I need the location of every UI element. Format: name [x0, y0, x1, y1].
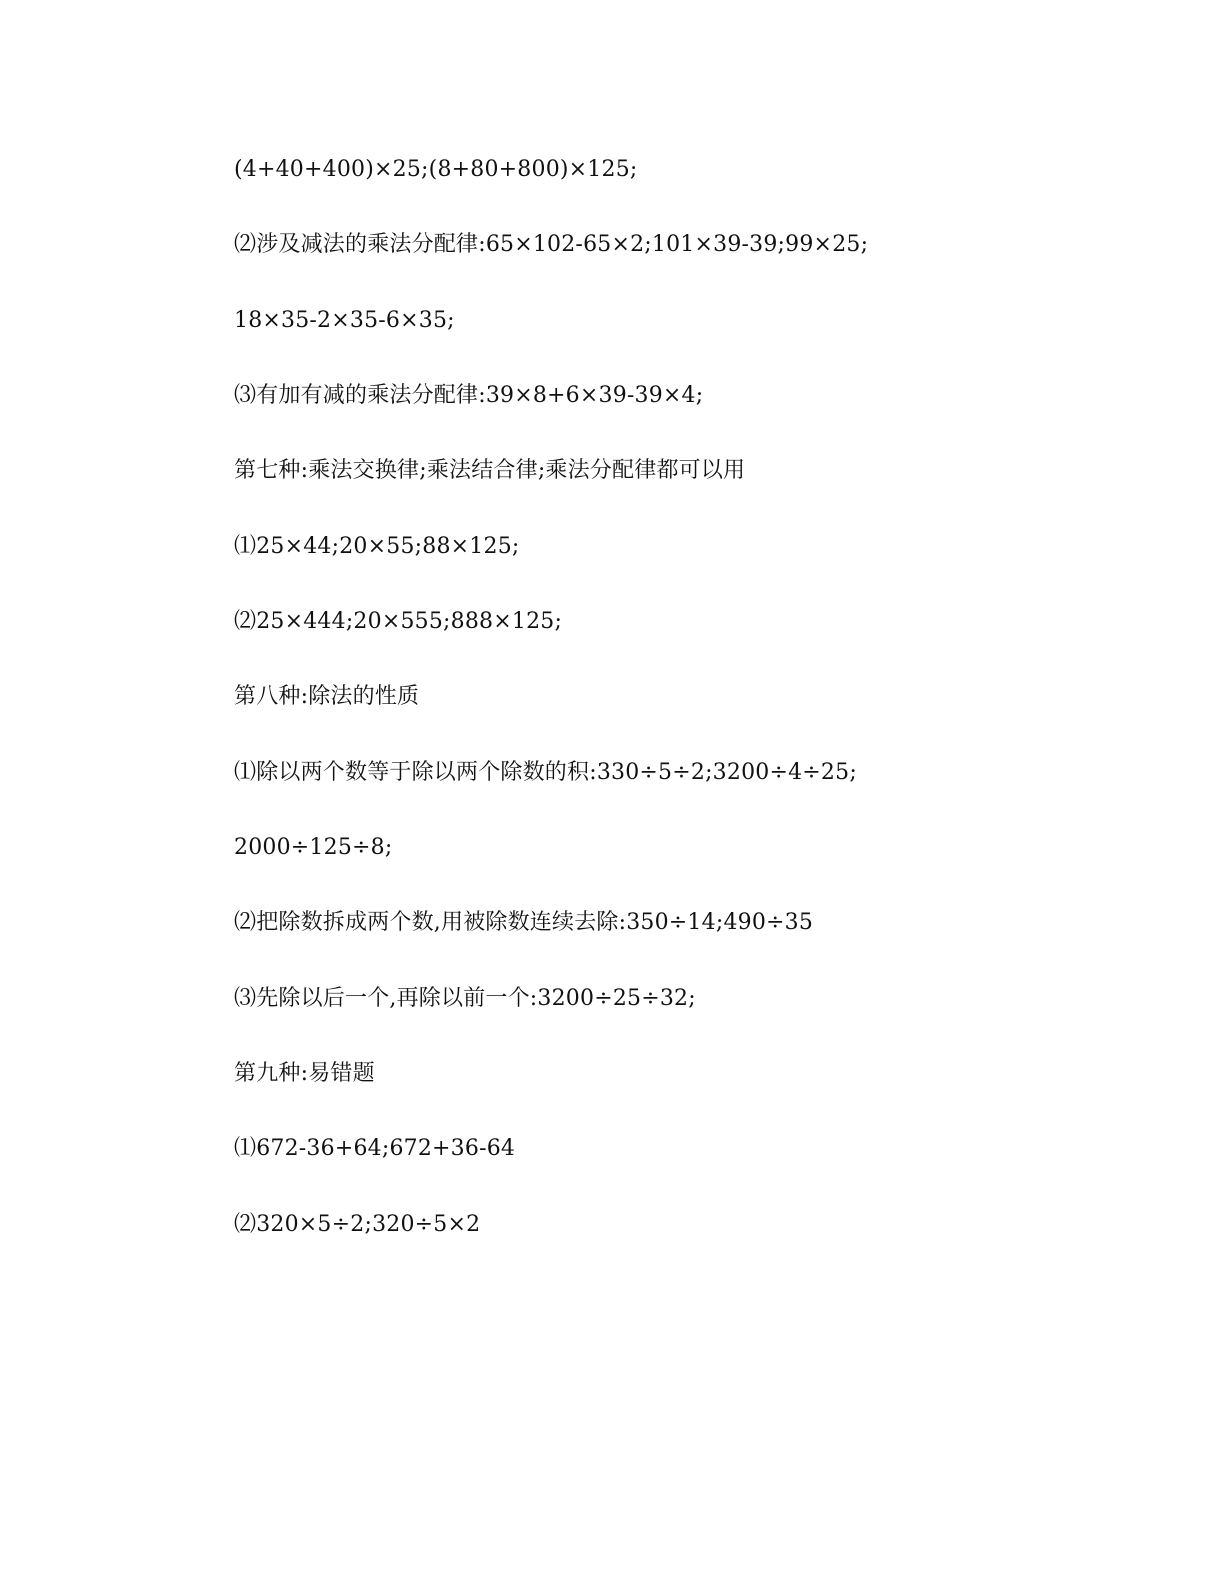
text-line-1: (4+40+400)×25;(8+80+800)×125;: [234, 157, 638, 182]
text-line-10: 2000÷125÷8;: [234, 835, 393, 860]
section-heading-9: 第九种:易错题: [234, 1061, 375, 1086]
text-line-11: ⑵把除数拆成两个数,用被除数连续去除:350÷14;490÷35: [234, 910, 814, 935]
text-line-12: ⑶先除以后一个,再除以前一个:3200÷25÷32;: [234, 986, 696, 1011]
section-heading-7: 第七种:乘法交换律;乘法结合律;乘法分配律都可以用: [234, 458, 746, 483]
text-line-7: ⑵25×444;20×555;888×125;: [234, 609, 563, 634]
text-line-2: ⑵涉及减法的乘法分配律:65×102-65×2;101×39-39;99×25;: [234, 232, 869, 257]
text-line-3: 18×35-2×35-6×35;: [234, 308, 455, 333]
text-line-4: ⑶有加有减的乘法分配律:39×8+6×39-39×4;: [234, 383, 704, 408]
section-heading-8: 第八种:除法的性质: [234, 684, 420, 709]
text-line-9: ⑴除以两个数等于除以两个除数的积:330÷5÷2;3200÷4÷25;: [234, 760, 857, 785]
text-line-14: ⑴672-36+64;672+36-64: [234, 1136, 516, 1161]
text-line-6: ⑴25×44;20×55;88×125;: [234, 534, 520, 559]
text-line-15: ⑵320×5÷2;320÷5×2: [234, 1212, 481, 1237]
